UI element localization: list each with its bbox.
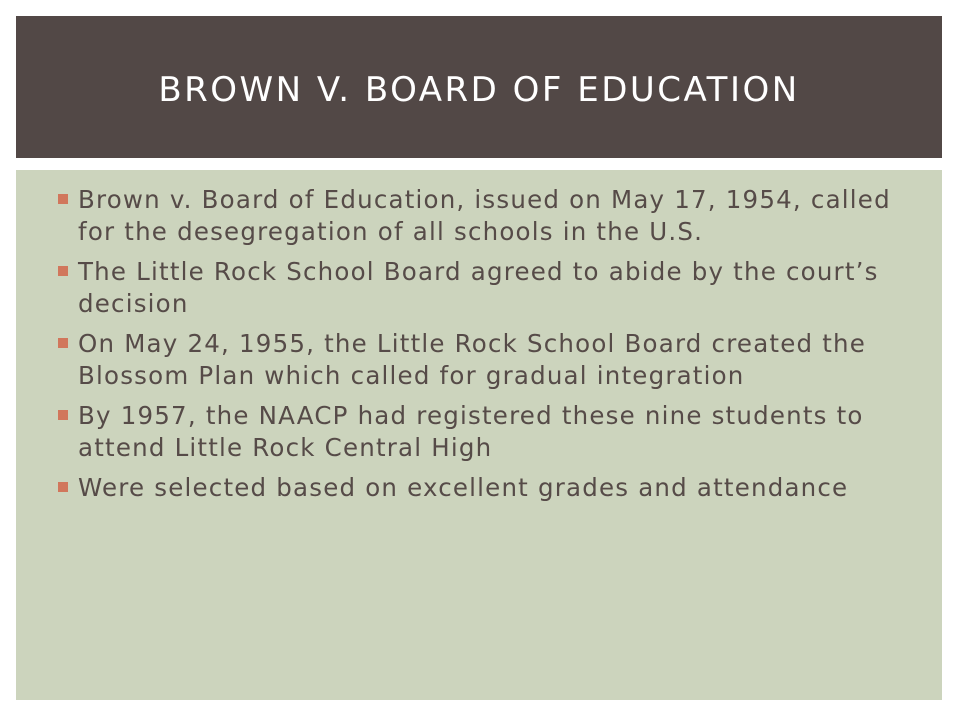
bullet-text: On May 24, 1955, the Little Rock School Board created the Blossom Plan which called for gradual integration bbox=[78, 329, 867, 390]
bullet-item bbox=[58, 256, 902, 320]
title-bar bbox=[16, 16, 942, 158]
bullet-item bbox=[58, 472, 902, 504]
bullet-text: By 1957, the NAACP had registered these nine students to attend Little Rock Central High bbox=[78, 401, 864, 462]
bullet-item bbox=[58, 328, 902, 392]
bullet-item bbox=[58, 184, 902, 248]
square-bullet-icon bbox=[58, 194, 68, 204]
square-bullet-icon bbox=[58, 410, 68, 420]
square-bullet-icon bbox=[58, 266, 68, 276]
bullet-item bbox=[58, 400, 902, 464]
slide-title: BROWN V. BOARD OF EDUCATION bbox=[158, 70, 800, 110]
bullet-text: Brown v. Board of Education, issued on May 17, 1954, called for the desegregation of all schools in the U.S. bbox=[78, 185, 891, 246]
bullet-text: Were selected based on excellent grades and attendance bbox=[78, 473, 849, 502]
bullet-list bbox=[16, 170, 942, 504]
square-bullet-icon bbox=[58, 482, 68, 492]
bullet-text: The Little Rock School Board agreed to abide by the court’s decision bbox=[78, 257, 879, 318]
square-bullet-icon bbox=[58, 338, 68, 348]
content-area bbox=[16, 170, 942, 700]
